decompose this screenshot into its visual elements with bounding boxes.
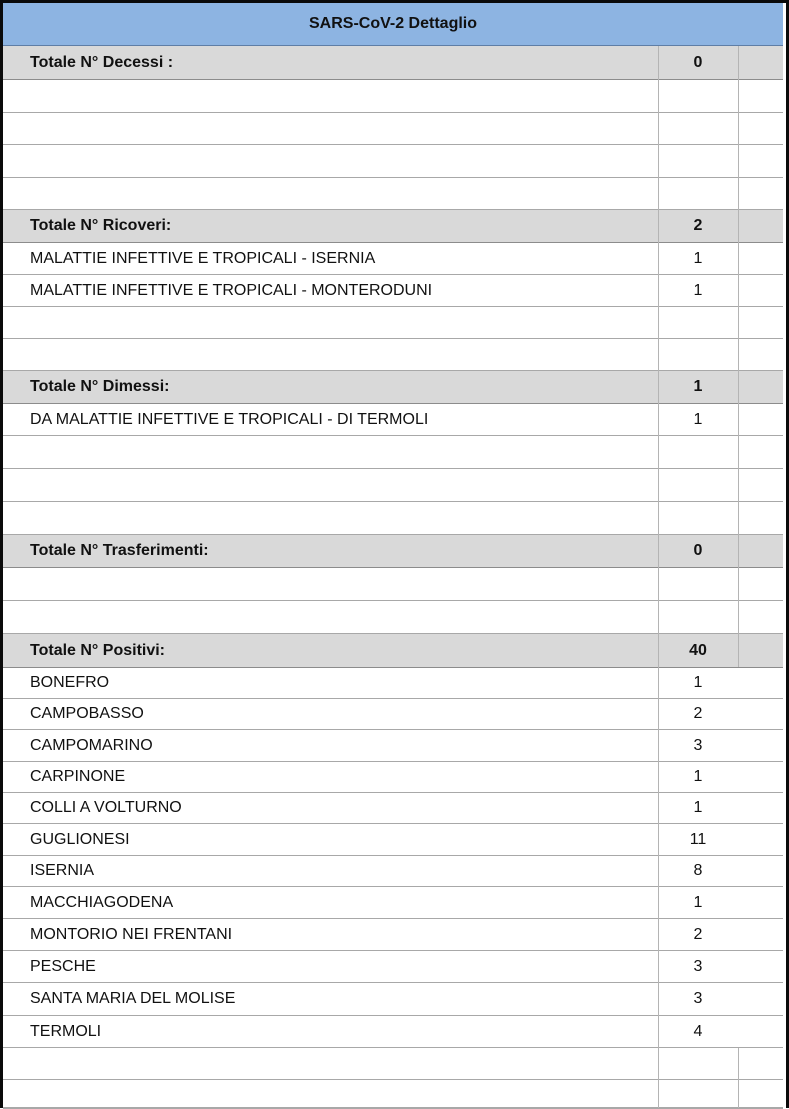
row-count: 3	[693, 957, 703, 975]
table-row	[3, 275, 783, 307]
row-count: 4	[693, 1022, 703, 1040]
section-total: 40	[689, 641, 707, 659]
row-count: 1	[693, 410, 703, 428]
row-label: ISERNIA	[30, 862, 95, 879]
section-title: Totale N° Trasferimenti:	[30, 542, 209, 559]
row-label: SANTA MARIA DEL MOLISE	[30, 990, 236, 1007]
section-title: Totale N° Ricoveri:	[30, 217, 172, 234]
table-row	[3, 951, 783, 983]
row-count: 8	[693, 862, 703, 879]
table-row	[3, 824, 783, 856]
empty-row	[3, 502, 783, 535]
row-count: 11	[689, 830, 707, 848]
frame-left-edge	[0, 0, 3, 1108]
table-row	[3, 243, 783, 275]
table-row	[3, 730, 783, 762]
row-label: GUGLIONESI	[30, 830, 130, 848]
section-total: 0	[693, 542, 703, 559]
row-label: MONTORIO NEI FRENTANI	[30, 925, 233, 943]
section-header-row	[3, 46, 783, 80]
table-row	[3, 793, 783, 824]
value-column-left-rule	[658, 46, 659, 1108]
empty-row	[3, 178, 783, 210]
table-row	[3, 762, 783, 793]
empty-row	[3, 568, 783, 601]
table-row	[3, 1016, 783, 1048]
report-title: SARS-CoV-2 Dettaglio	[3, 3, 783, 46]
empty-row	[3, 339, 783, 371]
table-row	[3, 919, 783, 951]
row-label: DA MALATTIE INFETTIVE E TROPICALI - DI TERMOLI	[30, 410, 429, 428]
empty-row	[3, 80, 783, 113]
row-label: MALATTIE INFETTIVE E TROPICALI - MONTERODUNI	[30, 281, 433, 299]
row-count: 1	[693, 281, 703, 299]
empty-row	[3, 1080, 783, 1108]
table-row	[3, 668, 783, 699]
empty-row	[3, 601, 783, 634]
row-label: MALATTIE INFETTIVE E TROPICALI - ISERNIA	[30, 249, 376, 267]
section-header-row	[3, 210, 783, 243]
row-count: 2	[693, 705, 703, 722]
row-label: MACCHIAGODENA	[30, 893, 174, 911]
section-total: 0	[693, 53, 703, 71]
row-label: COLLI A VOLTURNO	[30, 799, 182, 816]
section-header-row	[3, 535, 783, 568]
empty-row	[3, 307, 783, 339]
row-label: CARPINONE	[30, 768, 126, 785]
row-label: PESCHE	[30, 957, 96, 975]
section-title: Totale N° Dimessi:	[30, 378, 170, 395]
row-count: 1	[693, 674, 703, 691]
row-count: 3	[693, 736, 703, 754]
empty-row	[3, 469, 783, 502]
table-row	[3, 887, 783, 919]
empty-row	[3, 145, 783, 178]
section-header-row	[3, 634, 783, 668]
empty-row	[3, 113, 783, 145]
section-total: 2	[693, 217, 703, 234]
section-header-row	[3, 371, 783, 404]
frame-top-edge	[0, 0, 789, 3]
row-count: 3	[693, 990, 703, 1007]
row-count: 2	[693, 925, 703, 943]
row-label: CAMPOMARINO	[30, 736, 153, 754]
row-count: 1	[693, 799, 703, 816]
empty-row	[3, 436, 783, 469]
section-title: Totale N° Positivi:	[30, 641, 166, 659]
row-count: 1	[693, 768, 703, 785]
table-row	[3, 856, 783, 887]
value-column-right-rule-upper	[738, 46, 739, 667]
row-count: 1	[693, 893, 703, 911]
row-label: TERMOLI	[30, 1022, 102, 1040]
table-row	[3, 699, 783, 730]
table-row	[3, 404, 783, 436]
row-count: 1	[693, 249, 703, 267]
row-label: CAMPOBASSO	[30, 705, 144, 722]
empty-row	[3, 1048, 783, 1080]
section-total: 1	[693, 378, 703, 395]
section-title: Totale N° Decessi :	[30, 53, 174, 71]
table-row	[3, 983, 783, 1016]
value-column-right-rule-lower	[738, 1048, 739, 1108]
row-label: BONEFRO	[30, 674, 110, 691]
